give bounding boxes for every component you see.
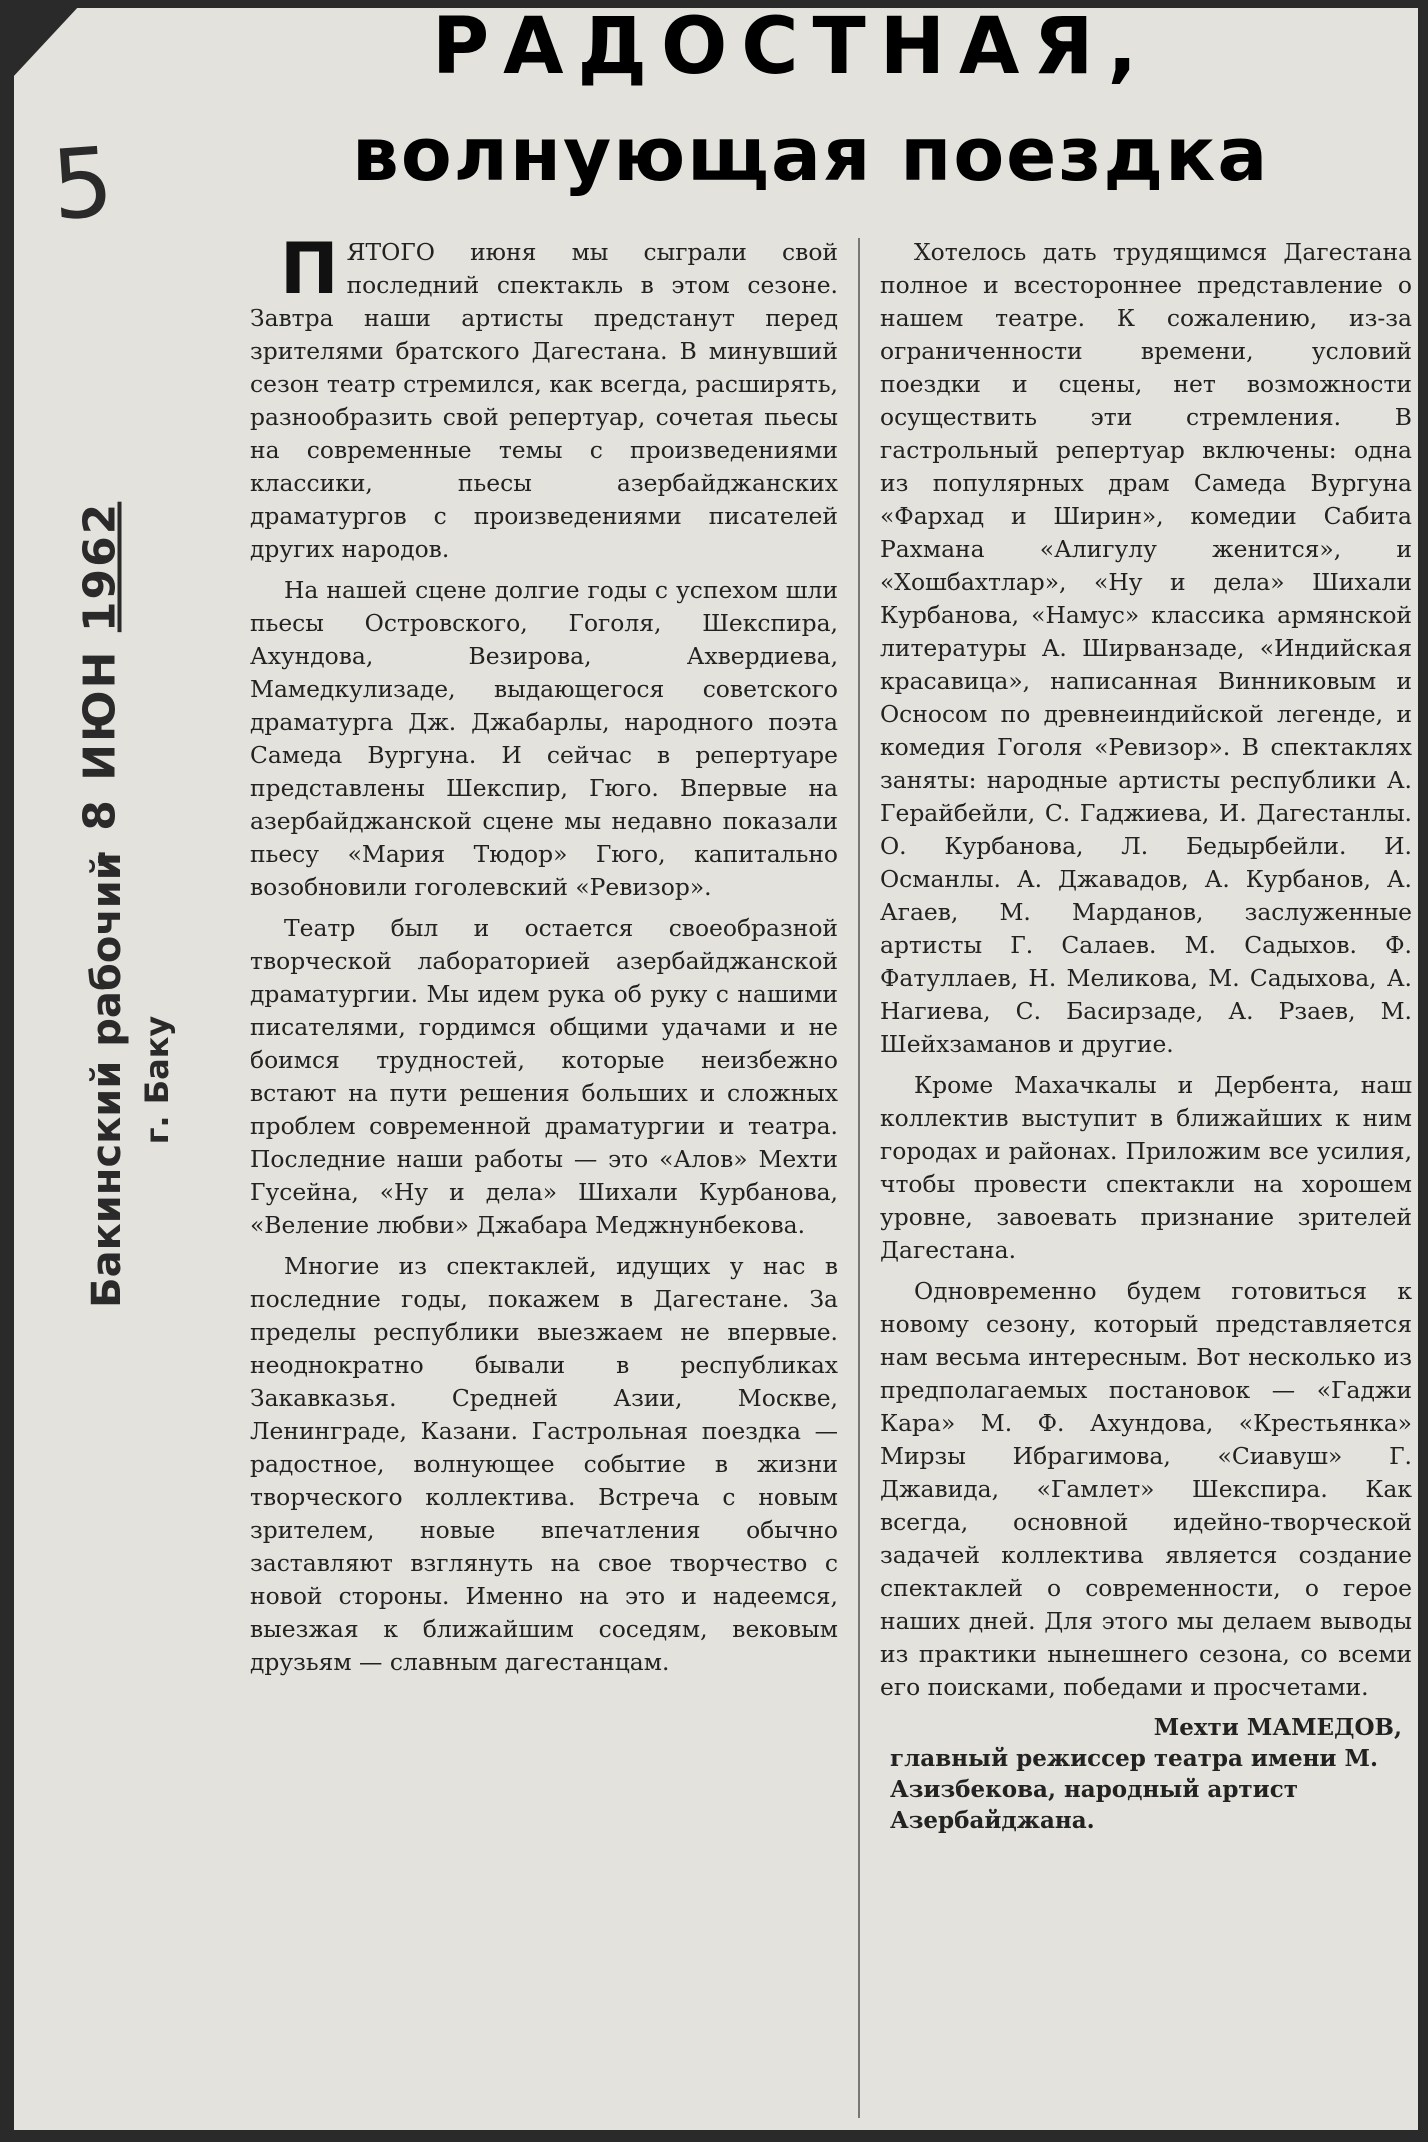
source-newspaper: Бакинский рабочий	[84, 852, 130, 1308]
paragraph: Хотелось дать трудящимся Дагестана полное и всестороннее представление о нашем театре. К сожалению, из-за ограниченности времени, условий поездки и сцены, нет возможности осуществить эти стремления. В гастрольный репертуар включены: одна из популярных драм Самеда Вургуна «Фархад и Ширин», комедии Сабита Рахмана «Алигулу женится», и «Хошбахтлар», «Ну и дела» Шихали Курбанова, «Намус» классика армянской литературы А. Ширванзаде, «Индийская красавица», написанная Винниковым и Осносом по древнеиндийской легенде, и комедия Гоголя «Ревизор». В спектаклях заняты: народные артисты республики А. Герайбейли, С. Гаджиева, И. Дагестанлы. О. Курбанова, Л. Бедырбейли. И. Османлы. А. Джавадов, А. Курбанов, А. Агаев, М. Марданов, заслуженные артисты Г. Салаев. М. Садыхов. Ф. Фатуллаев, Н. Меликова, М. Садыхова, А. Нагиева, С. Басирзаде, А. Рзаев, М. Шейхзаманов и другие.	[880, 238, 1412, 1058]
date-stamp-day-month: - 8 ИЮН	[74, 632, 126, 869]
article-left-column	[250, 228, 838, 1687]
date-stamp-year: 1962	[74, 501, 126, 633]
source-city: г. Баку	[138, 1015, 176, 1145]
source-stamp	[82, 852, 182, 1308]
paragraph: Одновременно будем готовиться к новому сезону, который представляется нам весьма интересным. Вот несколько из предполагаемых постановок — «Гаджи Кара» М. Ф. Ахундова, «Крестьянка» Мирзы Ибрагимова, «Сиавуш» Г. Джавида, «Гамлет» Шекспира. Как всегда, основной идейно-творческой задачей коллектива является создание спектаклей о современности, о герое наших дней. Для этого мы делаем выводы из практики нынешнего сезона, со всеми его поисками, победами и просчетами.	[880, 1277, 1412, 1701]
paragraph-text: ЯТОГО июня мы сыграли свой последний спектакль в этом сезоне. Завтра наши артисты предстанут перед зрителями братского Дагестана. В минувший сезон театр стремился, как всегда, расширять, разнообразить свой репертуар, сочетая пьесы на современные темы с произведениями классики, пьесы азербайджанских драматургов с произведениями писателей других народов.	[250, 238, 838, 563]
author-title: главный режиссер театра имени М. Азизбекова, народный артист Азербайджана.	[890, 1745, 1378, 1834]
paragraph: Кроме Махачкалы и Дербента, наш коллектив выступит в ближайших к ним городах и районах. Приложим все усилия, чтобы провести спектакли на хорошем уровне, завоевать признание зрителей Дагестана.	[880, 1071, 1412, 1264]
author-name: Мехти МАМЕДОВ,	[1153, 1714, 1402, 1741]
paragraph	[250, 228, 838, 566]
column-divider	[858, 238, 860, 2118]
date-stamp	[75, 502, 126, 869]
paragraph: На нашей сцене долгие годы с успехом шли пьесы Островского, Гоголя, Шекспира, Ахундова, Везирова, Ахвердиева, Мамедкулизаде, выдающегося советского драматурга Дж. Джабарлы, народного поэта Самеда Вургуна. И сейчас в репертуаре представлены Шекспир, Гюго. Впервые на азербайджанской сцене мы недавно показали пьесу «Мария Тюдор» Гюго, капитально возобновили гоголевский «Ревизор».	[250, 576, 838, 901]
headline-line-2: волнующая поездка	[352, 112, 1270, 198]
paragraph: Многие из спектаклей, идущих у нас в последние годы, покажем в Дагестане. За пределы республики выезжаем не впервые. неоднократно бывали в республиках Закавказья. Средней Азии, Москве, Ленинграде, Казани. Гастрольная поездка — радостное, волнующее событие в жизни творческого коллектива. Встреча с новым зрителем, новые впечатления обычно заставляют взглянуть на свое творчество с новой стороны. Именно на это и надеемся, выезжая к ближайшим соседям, вековым друзьям — славным дагестанцам.	[250, 1252, 838, 1676]
paragraph: Театр был и остается своеобразной творческой лабораторией азербайджанской драматургии. Мы идем рука об руку с нашими писателями, гордимся общими удачами и не боимся трудностей, которые неизбежно встают на пути решения больших и сложных проблем современной драматургии и театра. Последние наши работы — это «Алов» Мехти Гусейна, «Ну и дела» Шихали Курбанова, «Веление любви» Джабара Меджнунбекова.	[250, 914, 838, 1239]
signature	[880, 1712, 1412, 1836]
drop-cap: П	[280, 228, 339, 310]
headline-line-1: РАДОСТНАЯ,	[432, 2, 1152, 92]
article-right-column	[880, 236, 1412, 1836]
handwritten-number: 5	[48, 126, 117, 242]
